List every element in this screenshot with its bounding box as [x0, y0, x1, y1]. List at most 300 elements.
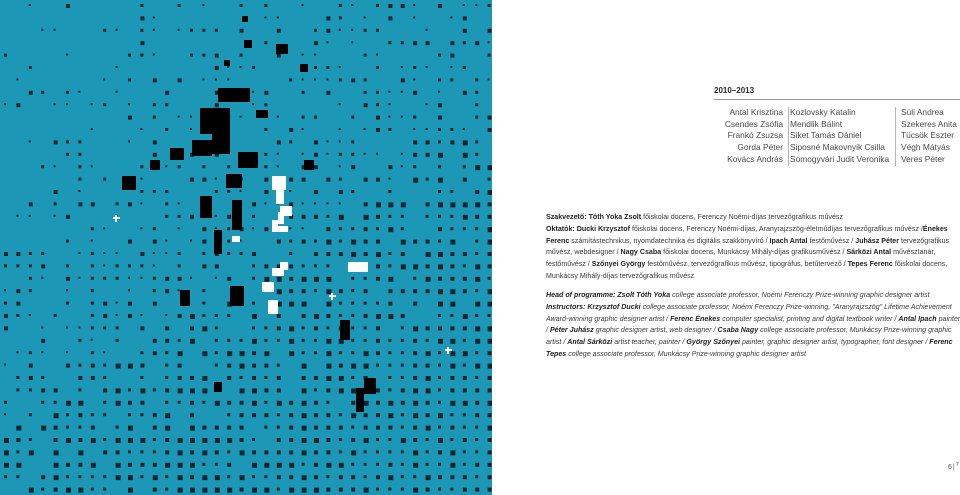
grid-dot: [277, 289, 282, 294]
grid-dot: [388, 277, 393, 282]
grid-dot: [128, 264, 131, 267]
grid-dot: [29, 215, 31, 217]
grid-dot: [41, 29, 43, 31]
grid-dot: [264, 426, 267, 429]
grid-dot: [388, 302, 392, 306]
grid-dot: [78, 450, 83, 455]
grid-dot: [339, 227, 342, 230]
grid-dot: [29, 66, 32, 69]
grid-dot: [202, 178, 206, 182]
black-block: [150, 160, 160, 170]
grid-dot: [463, 16, 467, 20]
grid-dot: [202, 438, 207, 443]
grid-dot: [450, 16, 452, 18]
grid-dot: [215, 488, 220, 493]
grid-dot: [413, 41, 417, 45]
grid-dot: [116, 66, 118, 68]
grid-dot: [438, 450, 442, 454]
grid-dot: [215, 190, 218, 193]
grid-dot: [277, 463, 282, 468]
grid-dot: [190, 116, 192, 118]
grid-dot: [178, 165, 181, 168]
grid-dot: [376, 240, 380, 244]
grid-dot: [54, 463, 59, 468]
grid-dot: [475, 227, 478, 230]
grid-dot: [450, 388, 454, 392]
grid-dot: [16, 103, 20, 107]
grid-dot: [128, 438, 133, 443]
grid-dot: [438, 277, 442, 281]
grid-dot: [463, 351, 468, 356]
grid-dot: [326, 41, 328, 43]
grid-dot: [339, 165, 341, 167]
grid-dot: [413, 289, 417, 293]
grid-dot: [227, 215, 231, 219]
grid-dot: [376, 4, 379, 7]
plus-mark: [331, 293, 333, 300]
grid-dot: [215, 426, 219, 430]
grid-dot: [190, 463, 195, 468]
grid-dot: [165, 413, 170, 418]
grid-dot: [314, 314, 319, 319]
grid-dot: [401, 91, 403, 93]
grid-dot: [326, 289, 331, 294]
grid-dot: [54, 488, 58, 492]
grid-dot: [388, 450, 391, 453]
grid-dot: [165, 289, 169, 293]
grid-dot: [326, 401, 329, 404]
person-description: painter /: [546, 314, 960, 335]
grid-dot: [91, 252, 94, 255]
grid-dot: [41, 277, 43, 279]
grid-dot: [41, 91, 44, 94]
grid-dot: [165, 165, 167, 167]
grid-dot: [78, 475, 81, 478]
grid-dot: [475, 190, 479, 194]
grid-dot: [438, 4, 442, 8]
grid-dot: [413, 426, 417, 430]
grid-dot: [78, 326, 80, 328]
black-block: [256, 110, 268, 118]
grid-dot: [165, 240, 167, 242]
grid-dot: [264, 153, 267, 156]
grid-dot: [376, 364, 379, 367]
grid-dot: [41, 488, 44, 491]
grid-dot: [438, 351, 441, 354]
grid-dot: [202, 252, 205, 255]
grid-dot: [240, 475, 245, 480]
grid-dot: [215, 54, 219, 58]
grid-dot: [240, 116, 242, 118]
grid-dot: [388, 103, 390, 105]
grid-dot: [4, 252, 8, 256]
grid-dot: [91, 438, 96, 443]
grid-dot: [78, 463, 82, 467]
grid-dot: [178, 4, 181, 7]
grid-dot: [388, 41, 391, 44]
black-block: [238, 152, 258, 168]
grid-dot: [4, 326, 8, 330]
grid-dot: [302, 215, 306, 219]
grid-dot: [202, 302, 205, 305]
grid-dot: [41, 326, 43, 328]
grid-dot: [264, 128, 267, 131]
grid-dot: [302, 128, 304, 130]
grid-dot: [475, 351, 478, 354]
grid-dot: [364, 277, 367, 280]
grid-dot: [376, 66, 379, 69]
grid-dot: [264, 475, 267, 478]
grid-dot: [388, 16, 392, 20]
grid-dot: [140, 413, 143, 416]
grid-dot: [103, 178, 106, 181]
grid-dot: [165, 475, 168, 478]
grid-dot: [140, 388, 145, 393]
grid-dot: [128, 388, 131, 391]
grid-dot: [351, 388, 356, 393]
grid-dot: [326, 388, 330, 392]
grid-dot: [215, 401, 220, 406]
grid-dot: [54, 140, 58, 144]
grid-dot: [463, 29, 467, 33]
grid-dot: [475, 202, 480, 207]
grid-dot: [463, 140, 468, 145]
grid-dot: [326, 450, 330, 454]
grid-dot: [190, 215, 194, 219]
grid-dot: [215, 438, 220, 443]
person-name: Csaba Nagy: [717, 326, 759, 335]
grid-dot: [475, 388, 479, 392]
grid-dot: [326, 339, 331, 344]
grid-dot: [364, 289, 368, 293]
grid-dot: [252, 488, 257, 493]
grid-dot: [128, 103, 130, 105]
grid-dot: [116, 438, 121, 443]
grid-dot: [450, 78, 453, 81]
grid-dot: [252, 264, 255, 267]
white-block: [272, 220, 278, 226]
grid-dot: [190, 178, 194, 182]
grid-dot: [140, 190, 143, 193]
grid-dot: [116, 463, 121, 468]
grid-dot: [426, 401, 430, 405]
grid-dot: [376, 202, 381, 207]
white-block: [348, 262, 368, 272]
grid-dot: [388, 351, 391, 354]
grid-dot: [450, 252, 454, 256]
grid-dot: [339, 351, 342, 354]
grid-dot: [388, 488, 391, 491]
grid-dot: [426, 252, 431, 257]
grid-dot: [450, 54, 454, 58]
grid-dot: [376, 326, 380, 330]
grid-dot: [463, 413, 466, 416]
grid-dot: [401, 450, 404, 453]
grid-dot: [215, 215, 217, 217]
grid-dot: [165, 326, 169, 330]
grid-dot: [463, 252, 467, 256]
grid-dot: [78, 401, 83, 406]
grid-dot: [376, 252, 381, 257]
grid-dot: [326, 488, 330, 492]
grid-dot: [413, 339, 417, 343]
grid-dot: [351, 165, 355, 169]
grid-dot: [103, 413, 106, 416]
grid-dot: [426, 463, 429, 466]
grid-dot: [165, 488, 168, 491]
grid-dot: [364, 426, 368, 430]
person-name: Antal Ipach: [898, 314, 937, 323]
student-name: Siket Tamás Dániel: [790, 130, 862, 141]
grid-dot: [475, 277, 480, 282]
grid-dot: [78, 178, 81, 181]
grid-dot: [302, 339, 305, 342]
grid-dot: [78, 438, 82, 442]
grid-dot: [450, 475, 454, 479]
grid-dot: [376, 401, 380, 405]
grid-dot: [463, 215, 468, 220]
grid-dot: [388, 264, 391, 267]
grid-dot: [78, 339, 81, 342]
grid-dot: [426, 388, 431, 393]
grid-dot: [463, 339, 466, 342]
grid-dot: [16, 426, 21, 431]
grid-dot: [165, 215, 168, 218]
grid-dot: [190, 128, 192, 130]
grid-dot: [78, 364, 81, 367]
grid-dot: [4, 289, 6, 291]
grid-dot: [252, 252, 256, 256]
grid-dot: [54, 450, 59, 455]
grid-dot: [326, 475, 329, 478]
grid-dot: [438, 339, 443, 344]
grid-dot: [16, 264, 19, 267]
grid-dot: [153, 463, 157, 467]
grid-dot: [450, 326, 454, 330]
grid-dot: [277, 240, 281, 244]
grid-dot: [413, 66, 416, 69]
grid-dot: [103, 227, 105, 229]
grid-dot: [41, 264, 45, 268]
grid-dot: [351, 326, 354, 329]
person-description: painter, graphic designer artist, typographer, font designer /: [740, 338, 930, 347]
grid-dot: [29, 351, 32, 354]
grid-dot: [450, 351, 455, 356]
grid-dot: [116, 302, 118, 304]
person-description: college associate professor, Munkácsy Prize-winning graphic designer artist: [566, 349, 806, 358]
grid-dot: [54, 190, 58, 194]
grid-dot: [128, 401, 132, 405]
grid-dot: [326, 78, 328, 80]
grid-dot: [376, 215, 380, 219]
grid-dot: [351, 41, 353, 43]
grid-dot: [314, 376, 318, 380]
person-description: computer specialist, printing and digital textbook writer /: [720, 314, 899, 323]
grid-dot: [339, 16, 342, 19]
grid-dot: [153, 16, 155, 18]
grid-dot: [252, 376, 256, 380]
grid-dot: [289, 78, 292, 81]
grid-dot: [227, 426, 231, 430]
grid-dot: [103, 401, 106, 404]
grid-dot: [277, 314, 281, 318]
grid-dot: [264, 165, 267, 168]
black-block: [122, 176, 136, 190]
grid-dot: [326, 202, 328, 204]
grid-dot: [41, 252, 44, 255]
student-name: Gorda Péter: [737, 142, 783, 153]
grid-dot: [128, 202, 132, 206]
grid-dot: [41, 426, 46, 431]
grid-dot: [289, 277, 293, 281]
black-block: [300, 64, 308, 72]
white-block: [278, 212, 284, 224]
grid-dot: [401, 78, 405, 82]
grid-dot: [364, 326, 367, 329]
grid-dot: [240, 376, 243, 379]
grid-dot: [438, 463, 441, 466]
grid-dot: [314, 438, 319, 443]
grid-dot: [351, 413, 356, 418]
grid-dot: [78, 488, 83, 493]
grid-dot: [488, 29, 492, 33]
grid-dot: [289, 475, 293, 479]
black-block: [356, 388, 364, 412]
grid-dot: [450, 401, 455, 406]
grid-dot: [488, 215, 492, 219]
grid-dot: [450, 450, 455, 455]
grid-dot: [326, 66, 329, 69]
grid-dot: [413, 4, 415, 6]
grid-dot: [401, 240, 406, 245]
white-block: [280, 262, 288, 270]
grid-dot: [401, 289, 405, 293]
grid-dot: [252, 438, 255, 441]
grid-dot: [54, 426, 58, 430]
grid-dot: [252, 103, 254, 105]
grid-dot: [227, 376, 231, 380]
grid-dot: [153, 190, 156, 193]
grid-dot: [302, 240, 306, 244]
grid-dot: [376, 178, 380, 182]
grid-dot: [302, 302, 307, 307]
black-block: [364, 378, 376, 394]
grid-dot: [103, 78, 105, 80]
grid-dot: [388, 128, 391, 131]
grid-dot: [252, 227, 254, 229]
grid-dot: [153, 302, 157, 306]
black-block: [200, 196, 212, 218]
student-names-column-2: [788, 107, 896, 166]
grid-dot: [227, 364, 231, 368]
faculty-paragraph-english: [546, 290, 960, 361]
grid-dot: [388, 364, 391, 367]
grid-dot: [66, 302, 69, 305]
grid-dot: [339, 103, 341, 105]
grid-dot: [215, 326, 218, 329]
grid-dot: [388, 227, 393, 232]
grid-dot: [339, 252, 343, 256]
person-name: Ferenc Tepes: [546, 338, 953, 358]
grid-dot: [128, 302, 132, 306]
grid-dot: [227, 190, 230, 193]
grid-dot: [463, 376, 467, 380]
grid-dot: [78, 426, 81, 429]
grid-dot: [488, 463, 492, 467]
grid-dot: [66, 277, 70, 281]
grid-dot: [202, 240, 206, 244]
grid-dot: [289, 426, 293, 430]
grid-dot: [227, 463, 231, 467]
grid-dot: [339, 289, 343, 293]
grid-dot: [165, 314, 167, 316]
grid-dot: [240, 29, 244, 33]
black-block: [304, 160, 314, 170]
grid-dot: [401, 488, 404, 491]
grid-dot: [66, 153, 69, 156]
grid-dot: [29, 264, 32, 267]
grid-dot: [103, 29, 106, 32]
grid-dot: [351, 277, 354, 280]
grid-dot: [277, 116, 279, 118]
grid-dot: [364, 240, 368, 244]
student-name: Somogyvári Judit Veronika: [790, 153, 890, 164]
grid-dot: [488, 252, 492, 256]
black-block: [214, 230, 222, 254]
grid-dot: [401, 4, 405, 8]
grid-dot: [178, 116, 180, 118]
grid-dot: [289, 178, 293, 182]
grid-dot: [240, 413, 244, 417]
grid-dot: [240, 66, 242, 68]
grid-dot: [91, 326, 94, 329]
grid-dot: [66, 475, 69, 478]
grid-dot: [314, 463, 318, 467]
grid-dot: [388, 438, 391, 441]
grid-dot: [488, 488, 492, 492]
grid-dot: [78, 376, 82, 380]
black-block: [230, 286, 244, 306]
grid-dot: [463, 264, 466, 267]
grid-dot: [351, 376, 354, 379]
grid-dot: [314, 326, 318, 330]
grid-dot: [326, 178, 330, 182]
years-heading: 2010–2013: [714, 86, 960, 100]
grid-dot: [339, 202, 341, 204]
grid-dot: [426, 41, 430, 45]
grid-dot: [165, 364, 168, 367]
grid-dot: [178, 339, 181, 342]
grid-dot: [339, 376, 344, 381]
person-name: Péter Juhász: [549, 326, 594, 335]
plus-mark: [447, 347, 449, 354]
grid-dot: [202, 54, 205, 57]
grid-dot: [401, 252, 405, 256]
grid-dot: [153, 351, 157, 355]
grid-dot: [364, 252, 368, 256]
grid-dot: [54, 215, 56, 217]
grid-dot: [326, 153, 328, 155]
grid-dot: [103, 302, 107, 306]
grid-dot: [475, 438, 478, 441]
grid-dot: [277, 54, 281, 58]
grid-dot: [450, 128, 453, 131]
grid-dot: [78, 140, 81, 143]
grid-dot: [475, 302, 480, 307]
grid-dot: [91, 463, 96, 468]
grid-dot: [413, 364, 417, 368]
grid-dot: [227, 314, 230, 317]
